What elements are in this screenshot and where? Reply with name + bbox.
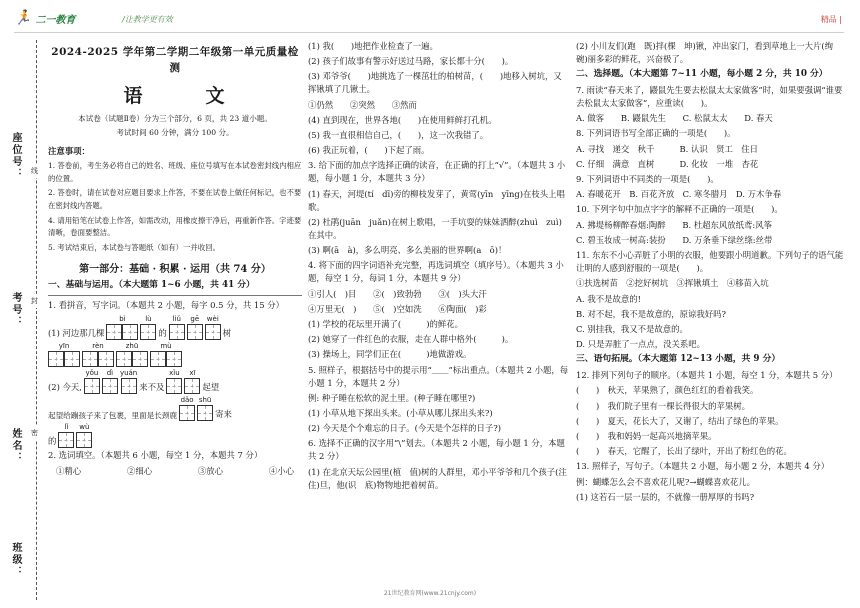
q1-5-prefix: 的: [48, 436, 57, 447]
col2-line: (3) 操场上，同学们正在( )地做游戏。: [308, 349, 472, 360]
answer-box[interactable]: [106, 324, 122, 340]
subject-title: 语 文: [123, 84, 247, 107]
column-2: [308, 40, 576, 600]
answer-box[interactable]: [102, 378, 118, 394]
col2-line: (5) 我一直很相信自己，( )，这一次我错了。: [308, 130, 489, 141]
col3-line: ( ) 我们院子里有一棵长得很大的苹果树。: [576, 400, 751, 411]
pinyin-cell: [150, 341, 182, 367]
answer-box[interactable]: [116, 351, 132, 367]
page-header: [0, 0, 860, 40]
seal-char-secret: 密: [31, 426, 38, 440]
col3-line: A. 我不是故意的!: [576, 293, 641, 304]
answer-box[interactable]: [197, 405, 213, 421]
logo-text: 二一教育: [35, 14, 76, 26]
col3-line: C. 仔细 满意 直树 D. 化妆 一堆 杏花: [576, 158, 759, 169]
notice-item: 5. 考试结束后，本试卷与答题纸（如有）一并收回。: [48, 243, 220, 253]
answer-box[interactable]: [64, 351, 80, 367]
col2-line: (1) 学校的花坛里开满了( )的鲜花。: [308, 318, 464, 329]
col2-line: (2) 今天是个个难忘的日子。(今天是个怎样的日子?): [308, 423, 502, 434]
answer-box[interactable]: [58, 432, 74, 448]
col3-line: 10. 下列字句中加点字字的解释不正确的一项是( )。: [576, 204, 783, 215]
page-footer: 21世纪教育网(www.21cnjy.com): [383, 590, 477, 597]
runner-logo-icon: 🏃: [14, 10, 32, 26]
pinyin-cell: [102, 368, 118, 394]
seal-line: [36, 40, 37, 600]
answer-box[interactable]: [122, 324, 138, 340]
notice-item: 1. 答卷前，考生务必将自己的姓名、班级、座位号填写在本试卷密封线内相应的位置。: [48, 161, 302, 183]
answer-box[interactable]: [205, 324, 221, 340]
col2-line: (4) 直到现在，世界各地( )在使用鲜鲜打孔机。: [308, 114, 497, 125]
answer-box[interactable]: [179, 405, 195, 421]
col3-line: B. 对不起，我不是故意的，原谅我好吗?: [576, 308, 726, 319]
col3-line: D. 只是弄脏了一点点，没关系吧。: [576, 339, 705, 350]
notice-heading: 注意事项：: [48, 145, 90, 156]
col2-line: 例: 种子睡在松软的泥土里。(种子睡在哪里?): [308, 392, 476, 403]
seal-char-seal: 封: [31, 294, 38, 308]
col3-line: 7. 雨读“春天来了，鼹鼠先生要去松鼠太太家做客”时，如果要强调“谁要去松鼠太太家做客”，应重读( )。: [576, 85, 843, 109]
col3-line: 13. 照样子，写句子。（本题共 2 小题，每小题 2 分，本题共 4 分）: [576, 461, 830, 472]
col2-line: (3) 邓爷爷( )地挑选了一棵茁壮的柏树苗，( )地移入树坑，又挥锹填了几锹土。: [308, 71, 562, 95]
col2-line: ①引人( )目 ②( )致勃勃 ③( )头大汗: [308, 288, 487, 299]
part-heading: 第一部分：基础 · 积累 · 运用（共 74 分）: [79, 263, 271, 275]
col3-line: C. 别挂我，我又不是故意的。: [576, 323, 688, 334]
col3-line: (2) 小川友们(跑 既)拌(棵 坤)锹，冲出家门，看到草地上一大片(绚 碗)丽多彩的鲜花，兴奋极了。: [576, 41, 842, 65]
pinyin-cell: [184, 368, 200, 394]
col3-line: 二、选择题。（本大题第 7~11 小题，每小题 2 分，共 10 分）: [576, 69, 828, 80]
pinyin: zhū: [125, 342, 139, 351]
site-logo[interactable]: [14, 10, 75, 26]
pinyin: wù: [79, 423, 90, 432]
seat-label: 座位号：: [10, 132, 21, 180]
answer-box[interactable]: [121, 378, 137, 394]
pinyin: yǒu: [85, 369, 99, 378]
pinyin-cell: [58, 422, 74, 448]
col3-line: 8. 下列词语书写全部正确的一项是( )。: [576, 128, 736, 139]
exam-no-label: 考号：: [10, 292, 21, 328]
exam-title: 2024-2025 学年第二学期二年级第一单元质量检测: [51, 46, 299, 75]
answer-box[interactable]: [187, 324, 203, 340]
col3-line: A. 拂堤杨柳醉春烟:陶醉 B. 杜超东风放纸鸢:风筝: [576, 219, 772, 230]
section-rule: [48, 295, 302, 296]
col3-line: 9. 下列词语中不同类的一项是( )。: [576, 174, 719, 185]
pinyin-cell: [179, 395, 195, 421]
pinyin-cell: [187, 314, 203, 340]
col2-line: (1) 在北京天坛公园里(植 值)树的人群里，邓小平爷爷和几个孩子(注 住)旦，他(识 底)物物地把着树苗。: [308, 466, 576, 490]
pinyin-cell: [84, 368, 100, 394]
exam-info-1: 本试卷（试题Ⅱ卷）分为三个部分，6 页，共 23 道小题。: [78, 114, 272, 124]
col2-line: ④万里无( ) ⑤( )空如洗 ⑥陶面( )彩: [308, 303, 487, 314]
answer-box[interactable]: [184, 378, 200, 394]
col2-line: (1) 春天，河堤(tí dī)旁的柳枝发芽了，黄莺(yīn yīng)在枝头上唱歌。: [308, 188, 565, 212]
option: ①精心: [56, 465, 82, 476]
col3-line: ( ) 夏天，花长大了，又谢了，结出了绿色的苹果。: [576, 415, 784, 426]
col2-line: (1) 小草从地下探出头来。(小草从哪儿探出头来?): [308, 407, 493, 418]
col3-line: ( ) 秋天，苹果熟了，颜色红红的看着我笑。: [576, 385, 759, 396]
col2-line: (2) 孩子们故事有警示好送过马路，家长都十分( )。: [308, 56, 514, 67]
notice-item: 4. 请用铅笔在试卷上作答，如需改动，用橡皮擦干净后，再重新作答。字迹要清晰，卷面要整洁。: [48, 215, 302, 238]
class-label: 班级：: [10, 542, 21, 578]
pinyin: bì: [119, 315, 126, 324]
q1-4-prefix: 起望给蹦孩子来了包裹，里面是长颈鹿: [48, 410, 178, 420]
answer-box[interactable]: [132, 351, 148, 367]
pinyin-cell: [116, 341, 148, 367]
pinyin-cell: [197, 395, 213, 421]
col3-line: ①扶选树苗 ②挖好树坑 ③挥锹填土 ④移苗入坑: [576, 278, 769, 289]
pinyin: wèi: [206, 315, 219, 324]
column-1: [48, 40, 302, 600]
col3-line: A. 做客 B. 鼹鼠先生 C. 松鼠太太 D. 春天: [576, 113, 773, 124]
col3-line: (1) 这若石一层一层的，不就像一册厚厚的书吗?: [576, 491, 755, 502]
pinyin: rèn: [92, 342, 104, 351]
section-heading: 一、基础与运用。（本大题第 1~6 小题，共 41 分）: [48, 280, 255, 291]
col3-line: 11. 东东不小心弄脏了小明的衣服，他要跟小明道歉。下列句子的语气能让明的人感到舒服的一项是( )。: [576, 250, 844, 274]
col3-line: C. 碧玉妆成一树高:装扮 D. 万条垂下绿丝绦:丝带: [576, 234, 773, 245]
q1-4-end: 寄来: [215, 409, 232, 420]
col3-line: 例：蝴蝶怎么会不喜欢花儿呢?→蝴蝶喜欢花儿。: [576, 476, 756, 487]
seal-char-line: 线: [31, 164, 38, 178]
q1-1-prefix: (1) 河边那几棵: [48, 328, 105, 339]
pinyin-cell: [140, 314, 156, 340]
col2-line: ①仍然 ②突然 ③然而: [308, 99, 417, 110]
col2-line: 6. 选择不正确的汉字用“\”划去。（本题共 2 小题，每小题 1 分，本题共 2 分）: [308, 438, 565, 462]
pinyin: yuán: [119, 369, 138, 378]
q2-options: [48, 465, 302, 478]
col2-line: (3) 啊(ā à)，多么明亮、多么美丽的世界啊(a ō)！: [308, 245, 507, 256]
q1-3-end: 起望: [202, 382, 220, 393]
pinyin: yīn: [58, 342, 70, 351]
col2-line: 4. 将下面的四字词语补充完整，再选词填空（填序号）。（本题共 3 小题，每空 1 分，每词 1 分，本题共 9 分）: [308, 260, 564, 284]
col2-line: 5. 照样子，根据括号中的提示用“＿＿”标出重点。（本题共 2 小题，每小题 1 分，本题共 2 分）: [308, 364, 569, 388]
col2-line: (1) 我( )地把作业检查了一遍。: [308, 41, 438, 51]
pinyin: gē: [190, 315, 200, 324]
pinyin: liǔ: [172, 315, 181, 324]
answer-box[interactable]: [166, 351, 182, 367]
pinyin: mù: [160, 342, 172, 351]
col3-line: ( ) 春天，它醒了，长出了绿叶，开出了粉红色的花。: [576, 446, 792, 457]
pinyin-cell: [106, 314, 138, 340]
q1-1-end: 树: [222, 328, 232, 339]
name-label: 姓名：: [10, 428, 21, 464]
premium-badge: 精品 |: [820, 15, 842, 24]
pinyin-cell: [82, 341, 114, 367]
col2-line: (6) 我正玩着，( )下起了雨。: [308, 145, 430, 156]
question-1: 1. 看拼音，写字词。（本题共 2 小题，每字 0.5 分，共 15 分）: [48, 300, 284, 311]
pinyin-cell: [48, 341, 80, 367]
col2-line: (2) 她穿了一件红色的衣服，走在人群中格外( )。: [308, 334, 514, 345]
option: ③放心: [197, 465, 224, 476]
pinyin-row-4: [48, 395, 302, 421]
pinyin: lǐ: [64, 423, 69, 432]
pinyin-cell: [166, 368, 182, 394]
exam-info-2: 考试时间 60 分钟，满分 100 分。: [116, 128, 234, 138]
pinyin: dǎo: [180, 396, 194, 405]
q1-1-mid: 的: [158, 328, 167, 339]
q1-3-prefix: (2) 今天,: [48, 382, 82, 393]
col3-line: ( ) 我和妈妈一起高兴地摘苹果。: [576, 430, 717, 441]
pinyin-row-3: [48, 368, 302, 394]
answer-box[interactable]: [76, 432, 92, 448]
slogan: /让教学更有效: [122, 15, 173, 24]
col3-line: A. 春暖花开 B. 百花齐放 C. 寒冬腊月 D. 万木争春: [576, 189, 782, 200]
seal-margin: [0, 40, 46, 608]
answer-box[interactable]: [48, 351, 64, 367]
answer-box[interactable]: [140, 324, 156, 340]
option: ②细心: [126, 465, 153, 476]
pinyin: xī: [189, 369, 196, 378]
option: ④小心: [268, 465, 294, 476]
answer-box[interactable]: [98, 351, 114, 367]
pinyin-cell: [205, 314, 221, 340]
col3-line: 12. 排列下列句子的顺序。（本题共 1 小题，每空 1 分，本题共 5 分）: [576, 370, 838, 381]
answer-box[interactable]: [150, 351, 166, 367]
q1-3-mid: 来不及: [139, 382, 165, 393]
answer-box[interactable]: [169, 324, 185, 340]
pinyin-cell: [120, 368, 137, 394]
pinyin-row-2: [48, 341, 302, 367]
pinyin-cell: [76, 422, 92, 448]
question-2: 2. 选词填空。（本题共 6 小题，每空 1 分，本题共 7 分）: [48, 450, 263, 461]
pinyin: xǐu: [169, 369, 180, 378]
col3-line: A. 寻找 递交 秋千 B. 认识 贤工 住日: [576, 143, 758, 154]
answer-box[interactable]: [82, 351, 98, 367]
pinyin: lù: [145, 315, 152, 324]
pinyin-row-1: [48, 314, 302, 340]
pinyin: shū: [198, 396, 212, 405]
pinyin-cell: [169, 314, 185, 340]
col3-line: 三、语句拓展。（本大题第 12~13 小题，共 9 分）: [576, 354, 781, 365]
col2-line: 3. 给下面的加点字选择正确的读音，在正确的打上“√”。（本题共 3 小题，每小题 1 分，本题共 3 分）: [308, 160, 566, 184]
pinyin-row-5: [48, 422, 302, 448]
header-rule: [14, 32, 844, 33]
notice-item: 2. 答卷时，请在试卷对应题目要求上作答，不要在试卷上做任何标记，也不要在密封线内答题。: [48, 188, 302, 210]
pinyin: dì: [106, 369, 114, 378]
column-3: [576, 40, 848, 600]
answer-box[interactable]: [166, 378, 182, 394]
col2-line: (2) 杜鹃(juān juǎn)在树上歌唱，一手坑耍的妹妹洒醉(zhuì zuì)在其中。: [308, 216, 562, 240]
answer-box[interactable]: [84, 378, 100, 394]
